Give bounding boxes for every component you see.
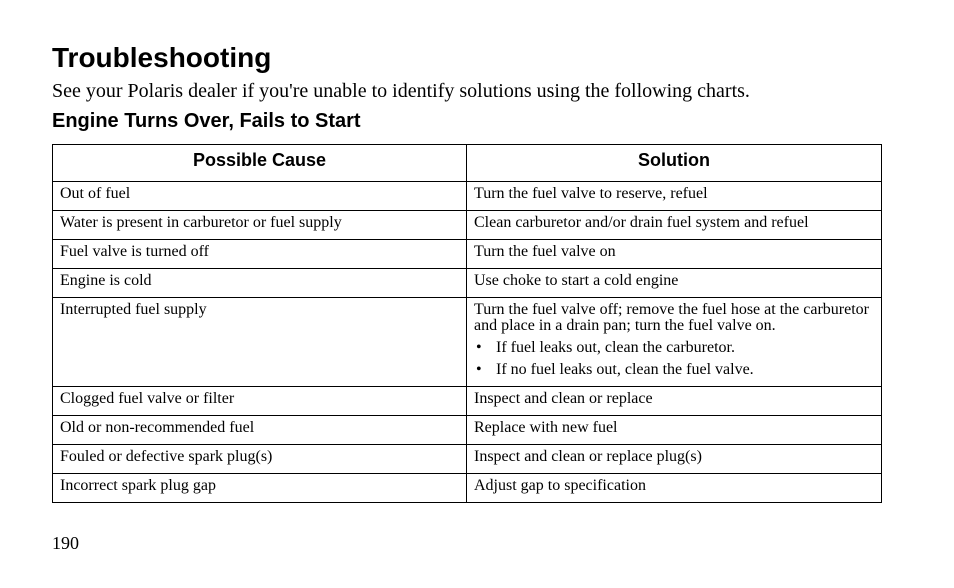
cause-cell: Fuel valve is turned off [53,240,467,269]
cause-cell: Fouled or defective spark plug(s) [53,445,467,474]
cause-cell: Interrupted fuel supply [53,298,467,387]
solution-cell: Inspect and clean or replace [467,387,882,416]
table-row [53,387,882,416]
solution-cell: Adjust gap to specification [467,474,882,503]
solution-cell: Inspect and clean or replace plug(s) [467,445,882,474]
column-header-solution: Solution [467,145,882,182]
cause-cell: Water is present in carburetor or fuel supply [53,211,467,240]
solution-bullet-list [474,340,874,378]
table-row [53,298,882,387]
intro-text: See your Polaris dealer if you're unable to identify solutions using the following charts. [52,80,750,102]
troubleshooting-table [52,144,882,503]
table-row [53,269,882,298]
table-row [53,416,882,445]
solution-cell [467,298,882,387]
table-row [53,182,882,211]
solution-cell: Replace with new fuel [467,416,882,445]
column-header-possible-cause: Possible Cause [53,145,467,182]
cause-cell: Out of fuel [53,182,467,211]
solution-text: Turn the fuel valve off; remove the fuel hose at the carburetor and place in a drain pan; turn the fuel valve on. [474,301,869,334]
cause-cell: Engine is cold [53,269,467,298]
bullet-icon: • [476,339,482,356]
solution-cell: Clean carburetor and/or drain fuel system and refuel [467,211,882,240]
bullet-item [474,362,874,378]
cause-cell: Incorrect spark plug gap [53,474,467,503]
page-number: 190 [52,533,79,553]
table-header-row [53,145,882,182]
table-row [53,211,882,240]
section-title: Engine Turns Over, Fails to Start [52,110,361,132]
table-row [53,474,882,503]
solution-cell: Turn the fuel valve to reserve, refuel [467,182,882,211]
bullet-text: If fuel leaks out, clean the carburetor. [496,339,735,356]
table-row [53,240,882,269]
table-row [53,445,882,474]
cause-cell: Old or non-recommended fuel [53,416,467,445]
cause-cell: Clogged fuel valve or filter [53,387,467,416]
solution-cell: Use choke to start a cold engine [467,269,882,298]
bullet-item [474,340,874,356]
bullet-icon: • [476,361,482,378]
bullet-text: If no fuel leaks out, clean the fuel valve. [496,361,754,378]
solution-cell: Turn the fuel valve on [467,240,882,269]
page-title: Troubleshooting [52,42,272,73]
